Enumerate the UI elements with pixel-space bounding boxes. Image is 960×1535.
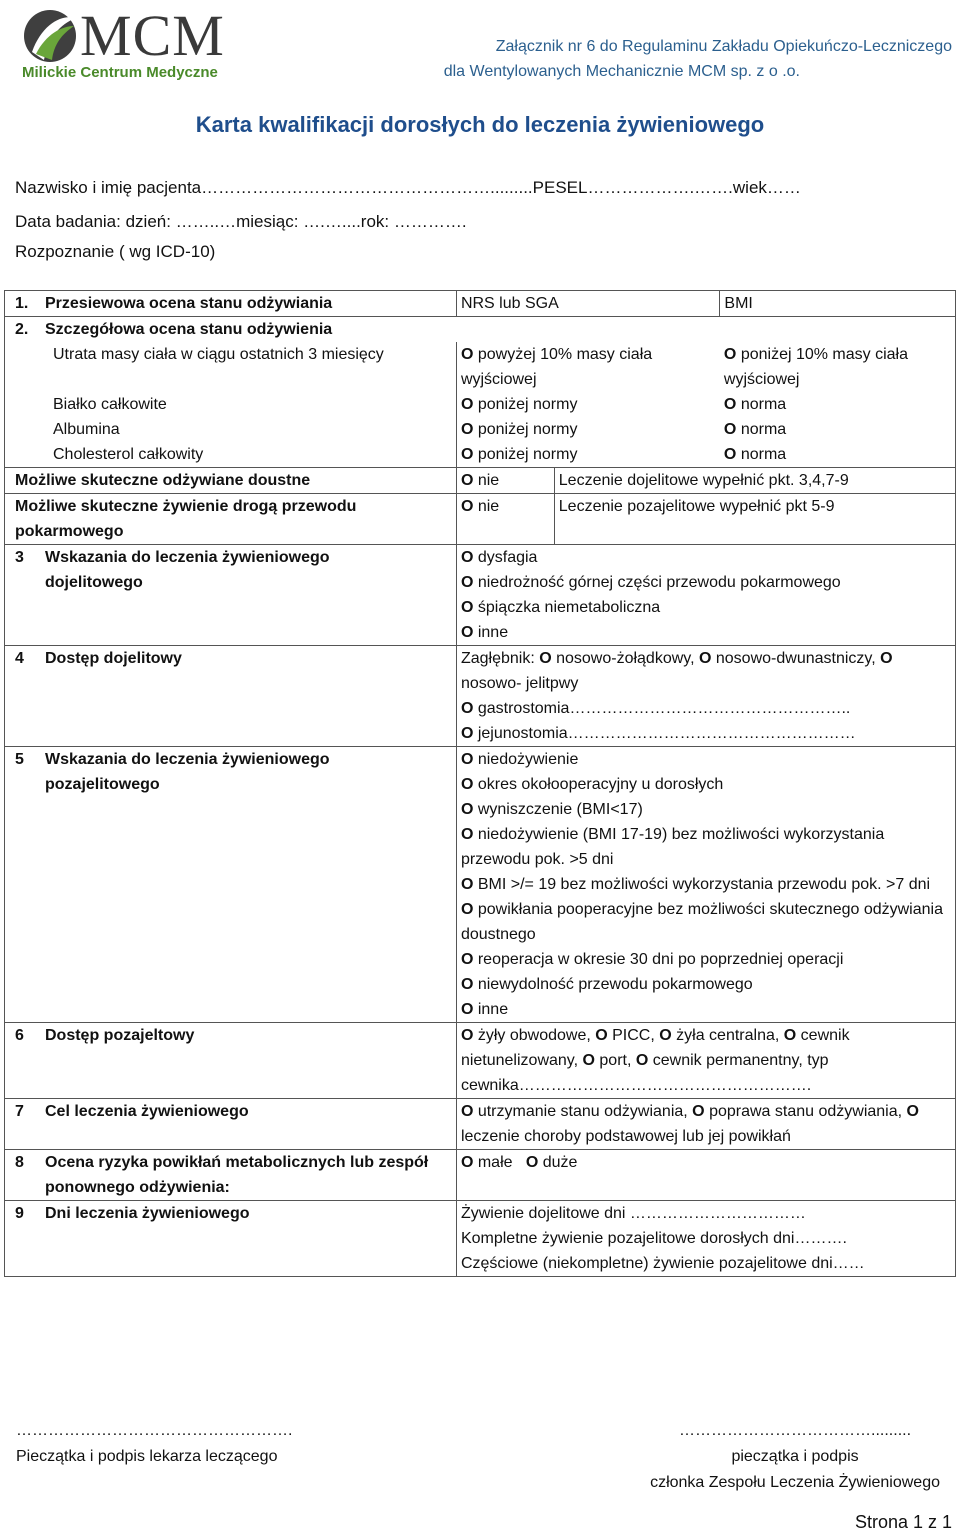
option-circle: O bbox=[460, 1027, 474, 1044]
row-6-label: Dostęp pozajeltowy bbox=[45, 1027, 195, 1044]
option-label: nosowo-żołądkowy, bbox=[551, 650, 699, 667]
option-label: małe bbox=[473, 1154, 526, 1171]
option-circle: O bbox=[723, 446, 737, 463]
row-2-label: Szczegółowa ocena stanu odżywienia bbox=[45, 321, 333, 338]
option-circle: O bbox=[595, 1027, 608, 1044]
row-6-number: 6 bbox=[15, 1027, 24, 1044]
option-perioperative[interactable] bbox=[461, 772, 951, 797]
row-detailed-header bbox=[5, 317, 956, 343]
option-cachexia[interactable] bbox=[461, 797, 951, 822]
enteral-options bbox=[456, 545, 955, 646]
row-protein bbox=[5, 392, 956, 417]
option-label: niewydolność przewodu pokarmowego bbox=[477, 976, 753, 993]
logo-wordmark: MCM bbox=[80, 3, 225, 68]
option-circle: O bbox=[906, 1103, 919, 1120]
option-label: wyniszczenie (BMI<17) bbox=[477, 801, 643, 818]
probe-prefix: Zagłębnik: bbox=[460, 650, 540, 667]
row-7-label: Cel leczenia żywieniowego bbox=[45, 1103, 249, 1120]
option-label: PICC, bbox=[607, 1027, 660, 1044]
weight-option-1[interactable] bbox=[456, 342, 719, 392]
norm-label: norma bbox=[740, 396, 787, 413]
page-number: Strona 1 z 1 bbox=[854, 1512, 952, 1532]
row-3-number: 3 bbox=[15, 549, 24, 566]
option-circle: O bbox=[460, 498, 474, 515]
option-label: śpiączka niemetaboliczna bbox=[477, 599, 661, 616]
oral-no-option[interactable] bbox=[456, 468, 554, 494]
option-circle: O bbox=[460, 574, 474, 591]
option-circle: O bbox=[460, 826, 474, 843]
option-circle: O bbox=[635, 1052, 649, 1069]
attachment-line-2: dla Wentylowanych Mechanicznie MCM sp. z o .o. bbox=[443, 63, 800, 80]
parenteral-access-options[interactable] bbox=[456, 1023, 955, 1099]
row-5-number: 5 bbox=[15, 751, 24, 768]
below-norm-label: poniżej normy bbox=[477, 446, 578, 463]
attachment-note bbox=[444, 34, 952, 84]
qualification-table bbox=[4, 290, 956, 1277]
signature-dots[interactable]: ……………………………………………. bbox=[16, 1422, 293, 1439]
option-other[interactable] bbox=[461, 997, 951, 1022]
option-circle: O bbox=[460, 421, 474, 438]
exam-date-line[interactable]: Data badania: dzień: ……..…miesiąc: ….…....rok: …………. bbox=[15, 212, 467, 231]
option-coma[interactable] bbox=[461, 595, 951, 620]
option-circle: O bbox=[783, 1027, 797, 1044]
weight-loss-label: Utrata masy ciała w ciągu ostatnich 3 miesięcy bbox=[5, 342, 457, 392]
option-circle: O bbox=[460, 725, 474, 742]
option-circle: O bbox=[659, 1027, 672, 1044]
oral-no-label: nie bbox=[477, 472, 500, 489]
team-signature-label-2: członka Zespołu Leczenia Żywieniowego bbox=[650, 1474, 940, 1491]
diagnosis-line[interactable]: Rozpoznanie ( wg ICD-10) bbox=[15, 242, 216, 261]
option-circle: O bbox=[460, 396, 474, 413]
row-enteral-indications bbox=[5, 545, 956, 646]
team-signature-label-1: pieczątka i podpis bbox=[731, 1448, 859, 1465]
team-member-signature bbox=[650, 1418, 940, 1496]
option-circle: O bbox=[460, 624, 474, 641]
option-gi-failure[interactable] bbox=[461, 972, 951, 997]
option-jejunostomy[interactable] bbox=[461, 721, 951, 746]
document-title: Karta kwalifikacji dorosłych do leczenia żywieniowego bbox=[195, 112, 765, 137]
option-circle: O bbox=[525, 1154, 539, 1171]
option-label: BMI >/= 19 bez możliwości wykorzystania przewodu pok. >7 dni bbox=[477, 876, 931, 893]
patient-name-line[interactable]: Nazwisko i imię pacjenta…………………………………………….........PESEL……………….…….wiek…… bbox=[15, 178, 801, 197]
protein-label: Białko całkowite bbox=[5, 392, 457, 417]
option-circle: O bbox=[698, 650, 712, 667]
option-label: niedożywienie (BMI 17-19) bez możliwości wykorzystania przewodu pok. >5 dni bbox=[460, 826, 885, 868]
option-circle: O bbox=[460, 549, 474, 566]
albumin-label: Albumina bbox=[5, 417, 457, 442]
option-label: inne bbox=[477, 624, 509, 641]
complete-parenteral-days-field[interactable]: Kompletne żywienie pozajelitowe dorosłych dni………. bbox=[460, 1230, 847, 1247]
option-circle: O bbox=[460, 876, 474, 893]
goal-options[interactable] bbox=[456, 1099, 955, 1150]
option-label: duże bbox=[538, 1154, 578, 1171]
partial-parenteral-days-field[interactable]: Częściowe (niekompletne) żywienie pozajelitowe dni…… bbox=[460, 1255, 865, 1272]
option-circle: O bbox=[460, 901, 474, 918]
weight-option-2-label: poniżej 10% masy ciała wyjściowej bbox=[723, 346, 909, 388]
signature-dots[interactable]: ………………………………......... bbox=[679, 1422, 912, 1439]
option-label: cewnik nietunelizowany, bbox=[460, 1027, 850, 1069]
row-3-label: Wskazania do leczenia żywieniowego dojelitowego bbox=[45, 549, 330, 591]
below-norm-label: poniżej normy bbox=[477, 421, 578, 438]
row-treatment-goal bbox=[5, 1099, 956, 1150]
row-metabolic-risk bbox=[5, 1150, 956, 1201]
option-label: gastrostomia…………………………………………….. bbox=[477, 700, 851, 717]
option-circle: O bbox=[880, 650, 893, 667]
weight-option-2[interactable] bbox=[720, 342, 956, 392]
doctor-signature bbox=[16, 1418, 292, 1470]
option-obstruction[interactable] bbox=[461, 570, 951, 595]
enteral-days-field[interactable]: Żywienie dojelitowe dni …………………………… bbox=[460, 1205, 806, 1222]
gi-feeding-label: Możliwe skuteczne żywienie drogą przewodu pokarmowego bbox=[5, 494, 457, 545]
risk-options[interactable] bbox=[456, 1150, 955, 1201]
row-treatment-days bbox=[5, 1201, 956, 1277]
option-circle: O bbox=[460, 700, 474, 717]
norm-label: norma bbox=[740, 421, 787, 438]
option-circle: O bbox=[460, 801, 474, 818]
option-other[interactable] bbox=[461, 620, 951, 645]
option-label: żyła centralna, bbox=[671, 1027, 784, 1044]
row-1-number: 1. bbox=[15, 295, 29, 312]
protein-below-option[interactable] bbox=[456, 392, 719, 417]
probe-options[interactable] bbox=[461, 646, 951, 696]
oral-feeding-label: Możliwe skuteczne odżywiane doustne bbox=[5, 468, 457, 494]
row-oral-feeding bbox=[5, 468, 956, 494]
option-circle: O bbox=[460, 1103, 474, 1120]
option-postop-complications[interactable] bbox=[461, 897, 951, 947]
below-norm-label: poniżej normy bbox=[477, 396, 578, 413]
row-8-number: 8 bbox=[15, 1154, 24, 1171]
option-circle: O bbox=[460, 346, 474, 363]
row-weight-loss bbox=[5, 342, 956, 392]
logo-subtitle: Milickie Centrum Medyczne bbox=[22, 64, 218, 81]
nrs-sga-field[interactable]: NRS lub SGA bbox=[456, 291, 719, 317]
option-label: reoperacja w okresie 30 dni po poprzedniej operacji bbox=[477, 951, 844, 968]
mcm-logo bbox=[22, 4, 262, 82]
logo-swirl-icon bbox=[22, 4, 80, 66]
gi-no-option[interactable] bbox=[456, 494, 554, 545]
gi-note: Leczenie pozajelitowe wypełnić pkt 5-9 bbox=[554, 494, 955, 545]
row-parenteral-indications bbox=[5, 747, 956, 1023]
option-bmi-17-19[interactable] bbox=[461, 822, 951, 872]
option-circle: O bbox=[692, 1103, 705, 1120]
row-albumin bbox=[5, 417, 956, 442]
option-label: leczenie choroby podstawowej lub jej powikłań bbox=[460, 1128, 791, 1145]
option-circle: O bbox=[460, 472, 474, 489]
option-circle: O bbox=[460, 599, 474, 616]
row-1-label: Przesiewowa ocena stanu odżywiania bbox=[45, 295, 333, 312]
row-cholesterol bbox=[5, 442, 956, 468]
doctor-signature-label: Pieczątka i podpis lekarza leczącego bbox=[16, 1448, 278, 1465]
row-9-number: 9 bbox=[15, 1205, 24, 1222]
weight-option-1-label: powyżej 10% masy ciała wyjściowej bbox=[460, 346, 653, 388]
enteral-access-options bbox=[456, 646, 955, 747]
row-parenteral-access bbox=[5, 1023, 956, 1099]
option-reoperation[interactable] bbox=[461, 947, 951, 972]
row-5-label: Wskazania do leczenia żywieniowego pozajelitowego bbox=[45, 751, 330, 793]
gi-no-label: nie bbox=[477, 498, 500, 515]
option-circle: O bbox=[460, 1154, 474, 1171]
albumin-norm-option[interactable] bbox=[720, 417, 956, 442]
option-label: nosowo-dwunastniczy, bbox=[711, 650, 881, 667]
row-4-label: Dostęp dojelitowy bbox=[45, 650, 182, 667]
option-label: jejunostomia……………………………………………… bbox=[477, 725, 856, 742]
protein-norm-option[interactable] bbox=[720, 392, 956, 417]
option-label: dysfagia bbox=[477, 549, 538, 566]
option-circle: O bbox=[723, 346, 737, 363]
row-gi-feeding bbox=[5, 494, 956, 545]
option-malnutrition[interactable] bbox=[461, 747, 951, 772]
option-circle: O bbox=[460, 776, 474, 793]
option-label: port, bbox=[594, 1052, 636, 1069]
option-circle: O bbox=[723, 421, 737, 438]
row-enteral-access bbox=[5, 646, 956, 747]
option-label: utrzymanie stanu odżywiania, bbox=[473, 1103, 693, 1120]
row-screening bbox=[5, 291, 956, 317]
option-circle: O bbox=[723, 396, 737, 413]
option-label: okres okołooperacyjny u dorosłych bbox=[477, 776, 724, 793]
option-label: niedrożność górnej części przewodu pokarmowego bbox=[477, 574, 841, 591]
option-circle: O bbox=[460, 446, 474, 463]
option-circle: O bbox=[460, 976, 474, 993]
treatment-days-fields bbox=[456, 1201, 955, 1277]
option-circle: O bbox=[460, 1001, 474, 1018]
bmi-field[interactable]: BMI bbox=[720, 291, 956, 317]
option-circle: O bbox=[460, 951, 474, 968]
option-label: inne bbox=[477, 1001, 509, 1018]
option-label: żyły obwodowe, bbox=[473, 1027, 596, 1044]
oral-note: Leczenie dojelitowe wypełnić pkt. 3,4,7-9 bbox=[554, 468, 955, 494]
cholesterol-norm-option[interactable] bbox=[720, 442, 956, 468]
parenteral-options bbox=[456, 747, 955, 1023]
option-label: nosowo- jelitpwy bbox=[460, 675, 579, 692]
option-gastrostomy[interactable] bbox=[461, 696, 951, 721]
option-label: powikłania pooperacyjne bez możliwości skutecznego odżywiania doustnego bbox=[460, 901, 943, 943]
norm-label: norma bbox=[740, 446, 787, 463]
albumin-below-option[interactable] bbox=[456, 417, 719, 442]
option-dysphagia[interactable] bbox=[461, 545, 951, 570]
attachment-line-1: Załącznik nr 6 do Regulaminu Zakładu Opiekuńczo-Leczniczego bbox=[495, 38, 952, 55]
option-label: cewnik permanentny, typ cewnika………………………………………………. bbox=[460, 1052, 829, 1094]
cholesterol-label: Cholesterol całkowity bbox=[5, 442, 457, 468]
row-2-number: 2. bbox=[15, 321, 29, 338]
option-bmi-19[interactable] bbox=[461, 872, 951, 897]
option-label: niedożywienie bbox=[477, 751, 579, 768]
row-4-number: 4 bbox=[15, 650, 24, 667]
row-8-label: Ocena ryzyka powikłań metabolicznych lub zespół ponownego odżywienia: bbox=[45, 1154, 429, 1196]
option-circle: O bbox=[460, 751, 474, 768]
option-circle: O bbox=[539, 650, 552, 667]
row-7-number: 7 bbox=[15, 1103, 24, 1120]
row-9-label: Dni leczenia żywieniowego bbox=[45, 1205, 250, 1222]
option-label: poprawa stanu odżywiania, bbox=[704, 1103, 907, 1120]
option-circle: O bbox=[582, 1052, 595, 1069]
cholesterol-below-option[interactable] bbox=[456, 442, 719, 468]
